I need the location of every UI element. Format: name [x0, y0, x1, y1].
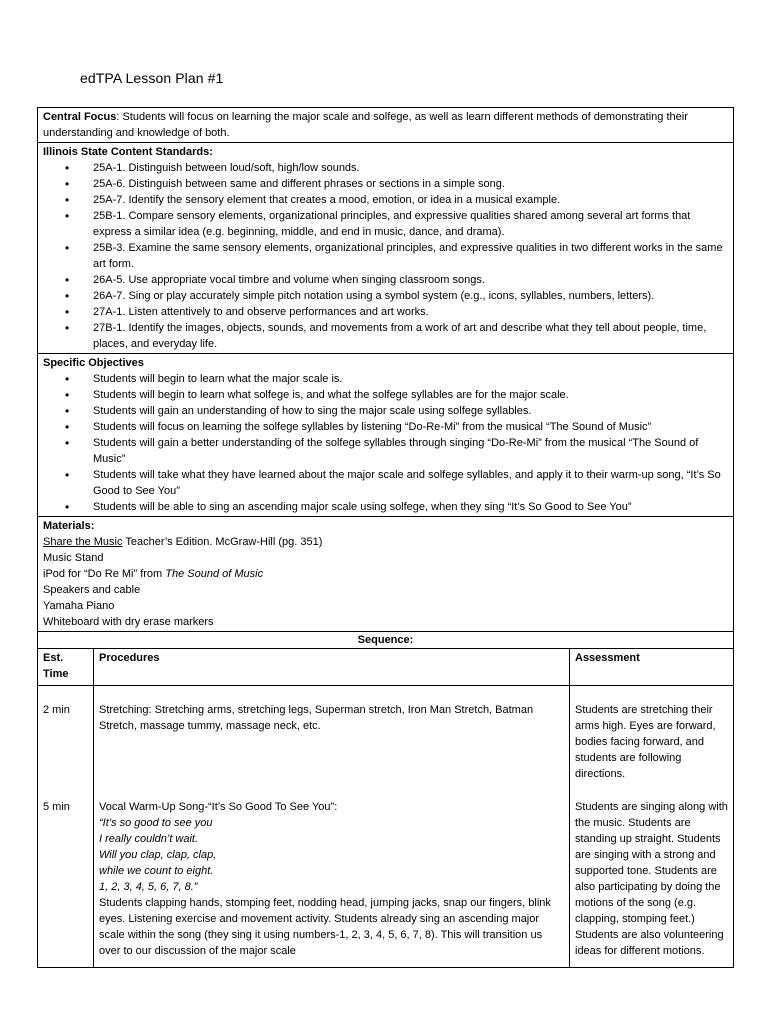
- standards-section: [38, 143, 733, 354]
- central-focus-label: Central Focus: [43, 111, 117, 123]
- warmup-description: Students clapping hands, stomping feet, nodding head, jumping jacks, snap our fingers, blink eyes. Listening exercise and movement activity. Students already sing an ascending major scale within the song (they sing it using numbers-1, 2, 3, 4, 5, 6, 7, 8). This will transition us over to our discussion of the major scale: [99, 897, 551, 957]
- row-time: 2 min: [38, 686, 94, 784]
- central-focus-section: [38, 108, 733, 143]
- materials-section: [38, 517, 733, 632]
- list-item: • 25A-6. Distinguish between same and different phrases or sections in a simple song.: [65, 176, 728, 192]
- ipod-prefix: iPod for “Do Re Mi” from: [43, 568, 166, 580]
- material-piano: Yamaha Piano: [43, 600, 115, 612]
- book-title: Share the Music: [43, 536, 123, 548]
- material-speakers: Speakers and cable: [43, 584, 141, 596]
- row-procedure: [94, 783, 570, 967]
- list-item: • Students will gain an understanding of how to sing the major scale using solfege syllables.: [65, 403, 728, 419]
- row-time: 5 min: [38, 783, 94, 967]
- lyric-line: “It’s so good to see you: [99, 817, 213, 829]
- list-item: • Students will begin to learn what the major scale is.: [65, 371, 728, 387]
- table-row: [38, 686, 733, 784]
- lyric-line: Will you clap, clap, clap,: [99, 849, 217, 861]
- list-item: • 25A-1. Distinguish between loud/soft, high/low sounds.: [65, 160, 728, 176]
- row-procedure: Stretching: Stretching arms, stretching legs, Superman stretch, Iron Man Stretch, Batman Stretch, massage tummy, massage neck, etc.: [94, 686, 570, 784]
- row-assessment: Students are stretching their arms high. Eyes are forward, bodies facing forward, and students are following directions.: [575, 704, 716, 780]
- lyric-line: 1, 2, 3, 4, 5, 6, 7, 8.”: [99, 881, 198, 893]
- material-book: [43, 534, 728, 550]
- document-title: edTPA Lesson Plan #1: [80, 70, 224, 86]
- lyric-line: while we count to eight.: [99, 865, 214, 877]
- sequence-heading: Sequence:: [38, 632, 733, 649]
- sequence-section: [38, 649, 733, 967]
- objectives-heading: Specific Objectives: [43, 357, 144, 369]
- list-item: • 26A-5. Use appropriate vocal timbre and volume when singing classroom songs.: [65, 272, 728, 288]
- book-details: Teacher’s Edition. McGraw-Hill (pg. 351): [122, 536, 323, 548]
- material-whiteboard: Whiteboard with dry erase markers: [43, 616, 214, 628]
- list-item: • Students will focus on learning the solfege syllables by listening “Do-Re-Mi” from the musical “The Sound of Music”: [65, 419, 728, 435]
- objectives-section: [38, 354, 733, 517]
- list-item: • 25A-7. Identify the sensory element that creates a mood, emotion, or idea in a musical example.: [65, 192, 728, 208]
- header-assessment: Assessment: [570, 649, 734, 686]
- standards-list: [43, 160, 728, 352]
- table-row: [38, 783, 733, 967]
- lesson-plan-table: [37, 107, 734, 968]
- sequence-table: [38, 649, 733, 967]
- header-procedures: Procedures: [94, 649, 570, 686]
- material-ipod: [43, 566, 728, 582]
- header-est-time: Est. Time: [38, 649, 94, 686]
- row-assessment: Students are singing along with the music. Students are standing up straight. Students are singing with a strong and supported tone. Students are also participating by doing the motions of the song (e.g. clapping, stomping feet.) Students are also volunteering ideas for different motions.: [575, 801, 728, 957]
- list-item: • Students will take what they have learned about the major scale and solfege syllables, and apply it to their warm-up song, “It’s So Good to See You”: [65, 467, 728, 499]
- list-item: • Students will gain a better understanding of the solfege syllables through singing “Do-Re-Mi” from the musical “The Sound of Music”: [65, 435, 728, 467]
- list-item: • 25B-1. Compare sensory elements, organizational principles, and expressive qualities shared among several art forms that express a similar idea (e.g. beginning, middle, and end in music, dance, and drama).: [65, 208, 728, 240]
- list-item: • 27B-1. Identify the images, objects, sounds, and movements from a work of art and describe what they tell about people, time, places, and everyday life.: [65, 320, 728, 352]
- list-item: • 25B-3. Examine the same sensory elements, organizational principles, and expressive qualities in two different works in the same art form.: [65, 240, 728, 272]
- list-item: • Students will be able to sing an ascending major scale using solfege, when they sing “It’s So Good to See You”: [65, 499, 728, 515]
- objectives-list: [43, 371, 728, 515]
- table-header-row: [38, 649, 733, 686]
- list-item: • 26A-7. Sing or play accurately simple pitch notation using a symbol system (e.g., icons, syllables, numbers, letters).: [65, 288, 728, 304]
- warmup-song-title: Vocal Warm-Up Song-“It’s So Good To See You”:: [99, 801, 338, 813]
- standards-heading: Illinois State Content Standards:: [43, 146, 213, 158]
- material-music-stand: Music Stand: [43, 552, 104, 564]
- ipod-source: The Sound of Music: [165, 568, 264, 580]
- lyric-line: I really couldn’t wait.: [99, 833, 199, 845]
- materials-heading: Materials:: [43, 520, 95, 532]
- list-item: • Students will begin to learn what solfege is, and what the solfege syllables are for the major scale.: [65, 387, 728, 403]
- central-focus-text: : Students will focus on learning the major scale and solfege, as well as learn different methods of demonstrating their understanding and knowledge of both.: [43, 111, 688, 139]
- list-item: • 27A-1. Listen attentively to and observe performances and art works.: [65, 304, 728, 320]
